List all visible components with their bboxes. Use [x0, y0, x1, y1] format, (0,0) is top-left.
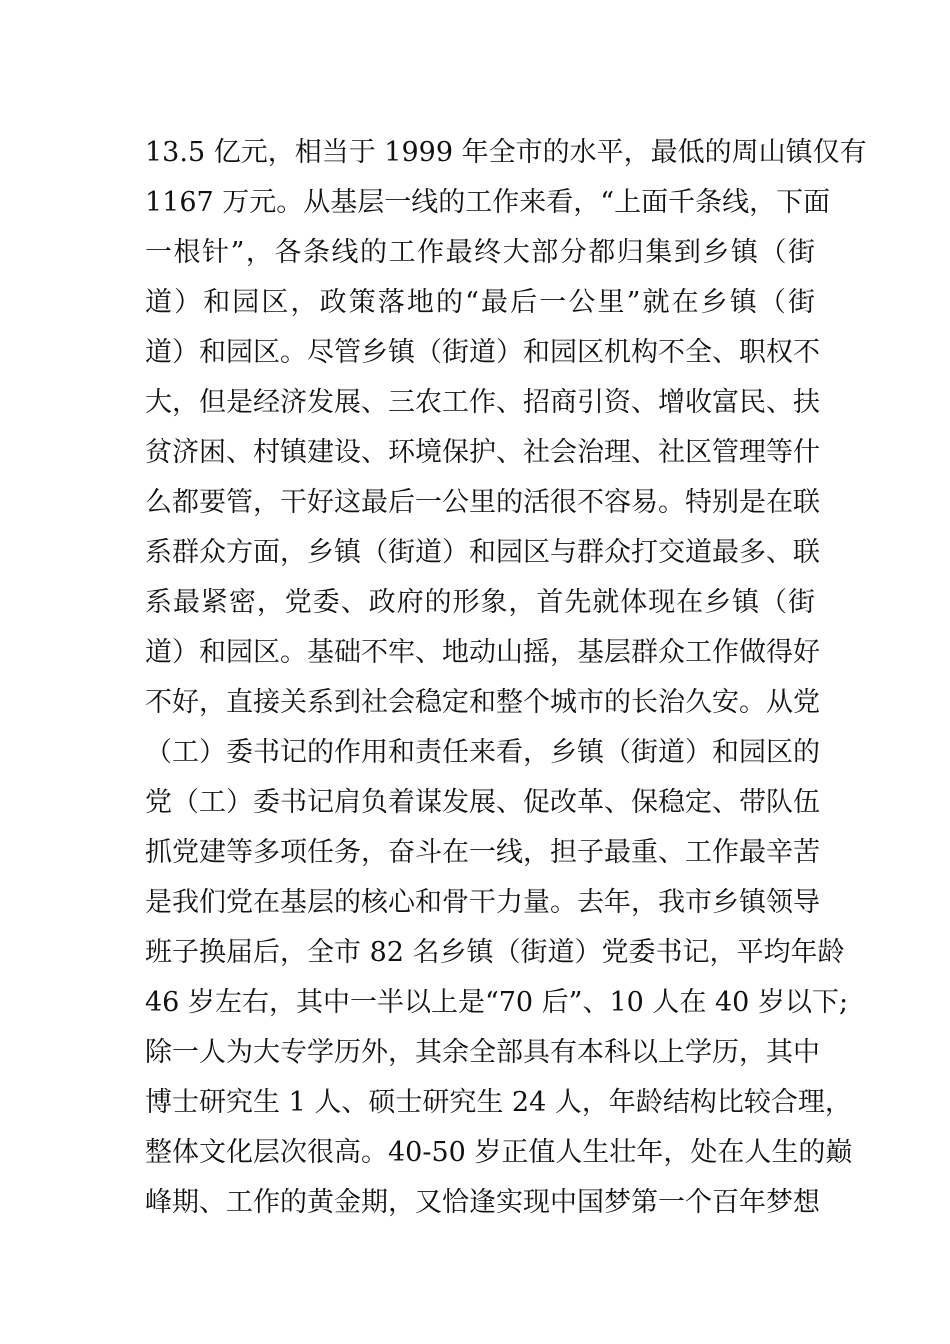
text-line: 大，但是经济发展、三农工作、招商引资、增收富民、扶: [145, 387, 820, 418]
text-line: 抓党建等多项任务，奋斗在一线，担子最重、工作最辛苦: [145, 837, 820, 868]
text-line: 道）和园区。基础不牢、地动山摇，基层群众工作做得好: [145, 637, 820, 668]
text-line: 13.5 亿元，相当于 1999 年全市的水平，最低的周山镇仅有: [145, 137, 867, 168]
text-line: 不好，直接关系到社会稳定和整个城市的长治久安。从党: [145, 687, 820, 718]
text-line: 系群众方面，乡镇（街道）和园区与群众打交道最多、联: [145, 537, 820, 568]
text-line: 党（工）委书记肩负着谋发展、促改革、保稳定、带队伍: [145, 787, 820, 818]
text-line: 道）和园区。尽管乡镇（街道）和园区机构不全、职权不: [145, 337, 820, 368]
text-line: （工）委书记的作用和责任来看，乡镇（街道）和园区的: [145, 737, 820, 768]
text-line: 整体文化层次很高。40-50 岁正值人生壮年，处在人生的巅: [145, 1137, 853, 1168]
text-line: 46 岁左右，其中一半以上是“70 后”、10 人在 40 岁以下;: [145, 987, 849, 1018]
text-line: 是我们党在基层的核心和骨干力量。去年，我市乡镇领导: [145, 887, 820, 918]
text-line: 博士研究生 1 人、硕士研究生 24 人，年龄结构比较合理，: [145, 1087, 852, 1118]
text-line: 道）和园区，政策落地的“最后一公里”就在乡镇（街: [145, 287, 815, 318]
body-text: [145, 128, 867, 1228]
text-line: 峰期、工作的黄金期，又恰逢实现中国梦第一个百年梦想: [145, 1187, 820, 1218]
text-line: 除一人为大专学历外，其余全部具有本科以上学历，其中: [145, 1037, 820, 1068]
text-line: 1167 万元。从基层一线的工作来看，“上面千条线，下面: [145, 187, 831, 218]
text-line: 系最紧密，党委、政府的形象，首先就体现在乡镇（街: [145, 587, 815, 618]
text-line: 一根针”，各条线的工作最终大部分都归集到乡镇（街: [145, 237, 815, 268]
text-line: 班子换届后，全市 82 名乡镇（街道）党委书记，平均年龄: [145, 937, 845, 968]
text-line: 么都要管，干好这最后一公里的活很不容易。特别是在联: [145, 487, 820, 518]
text-line: 贫济困、村镇建设、环境保护、社会治理、社区管理等什: [145, 437, 820, 468]
